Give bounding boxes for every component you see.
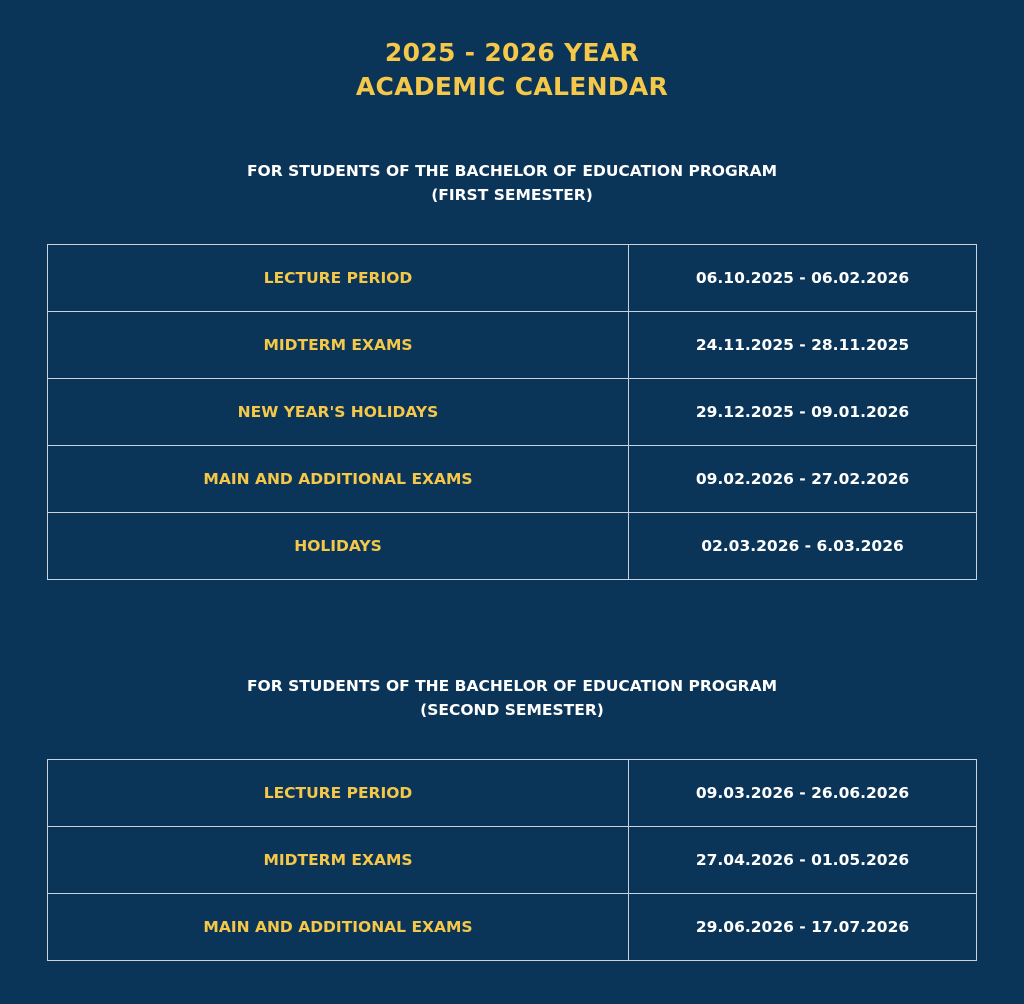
title-line-2: ACADEMIC CALENDAR [355, 72, 669, 101]
period-label: MIDTERM EXAMS [48, 312, 629, 379]
period-label: NEW YEAR'S HOLIDAYS [48, 379, 629, 446]
table-row [48, 827, 977, 894]
heading-line-2: (FIRST SEMESTER) [431, 186, 593, 204]
period-label: HOLIDAYS [48, 513, 629, 580]
heading-line-1: FOR STUDENTS OF THE BACHELOR OF EDUCATION PROGRAM [246, 677, 778, 695]
period-label: LECTURE PERIOD [48, 245, 629, 312]
first-semester-table [47, 244, 977, 580]
period-label: MAIN AND ADDITIONAL EXAMS [48, 894, 629, 961]
period-dates: 09.02.2026 - 27.02.2026 [629, 446, 977, 513]
period-dates: 02.03.2026 - 6.03.2026 [629, 513, 977, 580]
period-dates: 29.06.2026 - 17.07.2026 [629, 894, 977, 961]
period-dates: 06.10.2025 - 06.02.2026 [629, 245, 977, 312]
table-row [48, 760, 977, 827]
second-semester-table [47, 759, 977, 961]
second-semester-heading [0, 674, 1024, 722]
first-semester-heading [0, 159, 1024, 207]
page-title [0, 36, 1024, 104]
period-dates: 29.12.2025 - 09.01.2026 [629, 379, 977, 446]
period-dates: 27.04.2026 - 01.05.2026 [629, 827, 977, 894]
table-row [48, 894, 977, 961]
table-row [48, 446, 977, 513]
period-dates: 09.03.2026 - 26.06.2026 [629, 760, 977, 827]
period-label: LECTURE PERIOD [48, 760, 629, 827]
period-label: MAIN AND ADDITIONAL EXAMS [48, 446, 629, 513]
table-row [48, 379, 977, 446]
period-dates: 24.11.2025 - 28.11.2025 [629, 312, 977, 379]
title-line-1: 2025 - 2026 YEAR [384, 38, 640, 67]
table-row [48, 312, 977, 379]
heading-line-1: FOR STUDENTS OF THE BACHELOR OF EDUCATION PROGRAM [246, 162, 778, 180]
table-row [48, 245, 977, 312]
table-row [48, 513, 977, 580]
period-label: MIDTERM EXAMS [48, 827, 629, 894]
heading-line-2: (SECOND SEMESTER) [420, 701, 604, 719]
